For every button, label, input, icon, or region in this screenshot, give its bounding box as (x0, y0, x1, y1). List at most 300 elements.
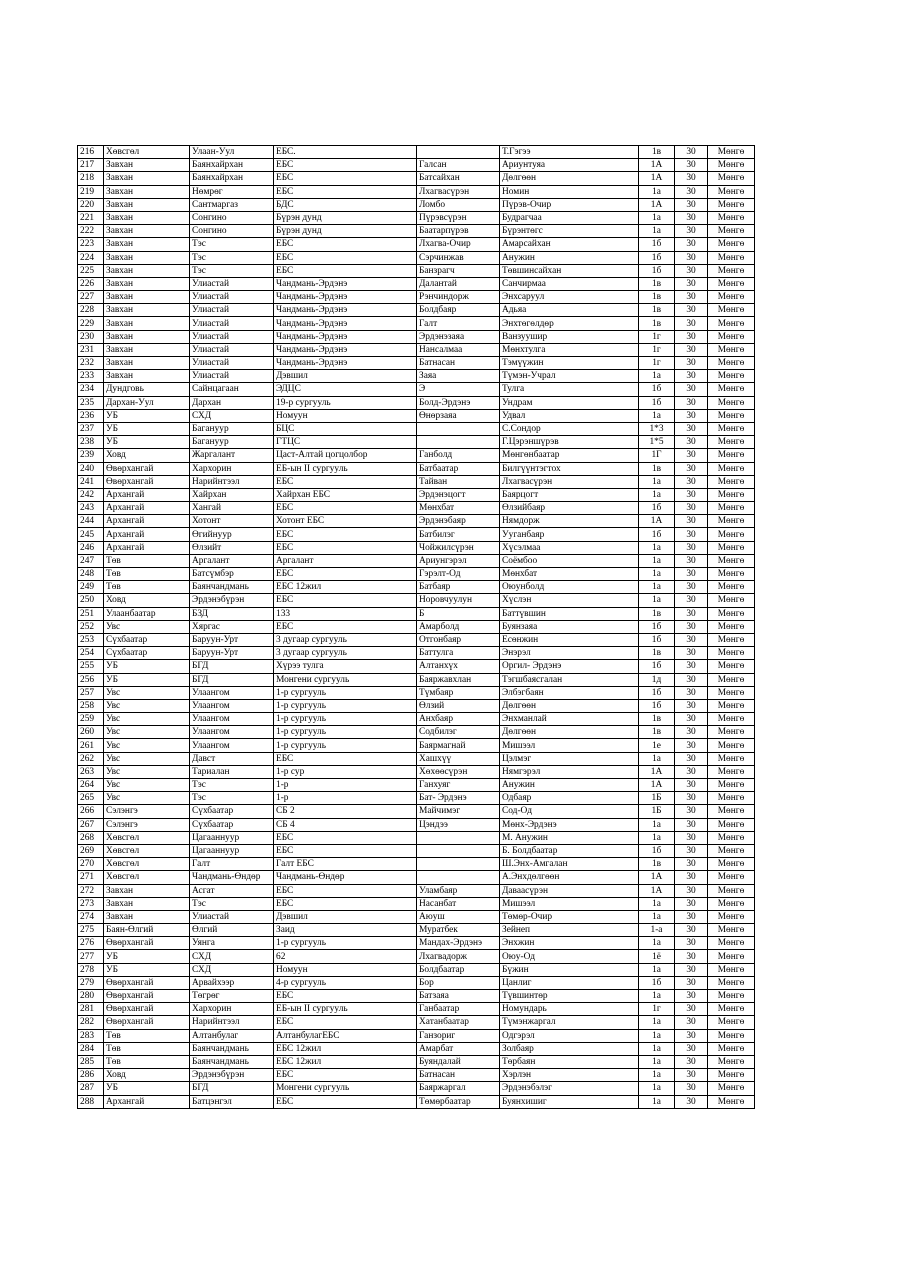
table-row (78, 1042, 755, 1055)
table-row (78, 686, 755, 699)
medal-cell: Мөнгө (708, 436, 755, 449)
table-row (78, 343, 755, 356)
parent-name-cell: Хашхүү (417, 752, 500, 765)
student-name-cell: Зейнеп (500, 924, 639, 937)
parent-name-cell: Тайван (417, 475, 500, 488)
district-cell: Аргалант (190, 554, 274, 567)
table-row (78, 871, 755, 884)
medal-cell: Мөнгө (708, 383, 755, 396)
row-number-cell: 271 (78, 871, 104, 884)
district-cell: Улиастай (190, 291, 274, 304)
row-number-cell: 236 (78, 409, 104, 422)
district-cell: Батсүмбэр (190, 568, 274, 581)
parent-name-cell: Банзрагч (417, 264, 500, 277)
parent-name-cell: Болдбаатар (417, 963, 500, 976)
score-cell: 30 (675, 950, 708, 963)
student-name-cell: Г.Цэрэншүрэв (500, 436, 639, 449)
school-cell: 133 (274, 607, 417, 620)
row-number-cell: 259 (78, 713, 104, 726)
student-name-cell: Түмэнжаргал (500, 1016, 639, 1029)
school-cell: Номуун (274, 409, 417, 422)
score-cell: 30 (675, 858, 708, 871)
province-cell: Архангай (104, 488, 190, 501)
province-cell: Ховд (104, 1069, 190, 1082)
class-cell: 1а (639, 475, 675, 488)
table-row (78, 1055, 755, 1068)
medal-cell: Мөнгө (708, 370, 755, 383)
parent-name-cell: Сэрчинжав (417, 251, 500, 264)
province-cell: УБ (104, 963, 190, 976)
student-name-cell: Пүрэв-Очир (500, 198, 639, 211)
score-cell: 30 (675, 1082, 708, 1095)
parent-name-cell: Эрдэнэцогт (417, 488, 500, 501)
class-cell: 1а (639, 910, 675, 923)
student-name-cell: Цэлмэг (500, 752, 639, 765)
school-cell: Цаст-Алтай цогцолбор (274, 449, 417, 462)
parent-name-cell: Батнасан (417, 357, 500, 370)
district-cell: Улиастай (190, 343, 274, 356)
province-cell: Төв (104, 568, 190, 581)
score-cell: 30 (675, 172, 708, 185)
class-cell: 1а (639, 1082, 675, 1095)
province-cell: Завхан (104, 330, 190, 343)
school-cell: Чандмань-Эрдэнэ (274, 357, 417, 370)
student-name-cell: Одгэрэл (500, 1029, 639, 1042)
class-cell: 1в (639, 277, 675, 290)
parent-name-cell: Цэндээ (417, 818, 500, 831)
province-cell: Завхан (104, 159, 190, 172)
row-number-cell: 246 (78, 541, 104, 554)
parent-name-cell: Бат- Эрдэнэ (417, 792, 500, 805)
district-cell: Улаангом (190, 726, 274, 739)
class-cell: 1А (639, 884, 675, 897)
student-name-cell: Билгүүнтэгтох (500, 462, 639, 475)
medal-cell: Мөнгө (708, 779, 755, 792)
class-cell: 1в (639, 291, 675, 304)
score-cell: 30 (675, 554, 708, 567)
province-cell: Увс (104, 792, 190, 805)
score-cell: 30 (675, 238, 708, 251)
table-row (78, 660, 755, 673)
medal-cell: Мөнгө (708, 251, 755, 264)
score-cell: 30 (675, 1055, 708, 1068)
row-number-cell: 234 (78, 383, 104, 396)
school-cell: 4-р сургууль (274, 976, 417, 989)
score-cell: 30 (675, 844, 708, 857)
data-table (77, 145, 755, 1109)
class-cell: 1б (639, 383, 675, 396)
score-cell: 30 (675, 488, 708, 501)
province-cell: Увс (104, 726, 190, 739)
table-row (78, 1003, 755, 1016)
score-cell: 30 (675, 409, 708, 422)
school-cell: ЕБС (274, 159, 417, 172)
score-cell: 30 (675, 449, 708, 462)
class-cell: 1б (639, 686, 675, 699)
table-row (78, 383, 755, 396)
parent-name-cell: Аюуш (417, 910, 500, 923)
student-name-cell: Оюу-Од (500, 950, 639, 963)
score-cell: 30 (675, 528, 708, 541)
class-cell: 1в (639, 607, 675, 620)
class-cell: 1б (639, 238, 675, 251)
school-cell: ЕБС (274, 502, 417, 515)
school-cell: ЕБС 12жил (274, 581, 417, 594)
student-name-cell: Буянзаяа (500, 620, 639, 633)
student-name-cell: Дөлгөөн (500, 699, 639, 712)
score-cell: 30 (675, 515, 708, 528)
province-cell: Завхан (104, 251, 190, 264)
parent-name-cell: Буяндалай (417, 1055, 500, 1068)
class-cell: 1б (639, 660, 675, 673)
student-name-cell: Энхсаруул (500, 291, 639, 304)
row-number-cell: 253 (78, 633, 104, 646)
school-cell: ЕБС (274, 528, 417, 541)
score-cell: 30 (675, 594, 708, 607)
medal-cell: Мөнгө (708, 858, 755, 871)
table-row (78, 541, 755, 554)
row-number-cell: 272 (78, 884, 104, 897)
province-cell: Завхан (104, 198, 190, 211)
score-cell: 30 (675, 1069, 708, 1082)
student-name-cell: Буянхишиг (500, 1095, 639, 1108)
province-cell: Ховд (104, 449, 190, 462)
student-name-cell: Удвал (500, 409, 639, 422)
province-cell: Улаанбаатар (104, 607, 190, 620)
medal-cell: Мөнгө (708, 990, 755, 1003)
class-cell: 1А (639, 198, 675, 211)
district-cell: Багануур (190, 436, 274, 449)
district-cell: Хяргас (190, 620, 274, 633)
school-cell: Монгени сургууль (274, 1082, 417, 1095)
district-cell: Улиастай (190, 370, 274, 383)
province-cell: Хөвсгөл (104, 831, 190, 844)
province-cell: УБ (104, 673, 190, 686)
student-name-cell: Бүжин (500, 963, 639, 976)
school-cell: ЕБ-ын II сургууль (274, 1003, 417, 1016)
province-cell: Сүхбаатар (104, 633, 190, 646)
medal-cell: Мөнгө (708, 844, 755, 857)
class-cell: 1б (639, 844, 675, 857)
parent-name-cell: Содбилэг (417, 726, 500, 739)
medal-cell: Мөнгө (708, 910, 755, 923)
parent-name-cell (417, 422, 500, 435)
score-cell: 30 (675, 976, 708, 989)
province-cell: Завхан (104, 370, 190, 383)
medal-cell: Мөнгө (708, 515, 755, 528)
parent-name-cell: Ганхуяг (417, 779, 500, 792)
score-cell: 30 (675, 225, 708, 238)
table-row (78, 844, 755, 857)
class-cell: 1а (639, 541, 675, 554)
district-cell: Уянга (190, 937, 274, 950)
table-row (78, 607, 755, 620)
score-cell: 30 (675, 383, 708, 396)
score-cell: 30 (675, 304, 708, 317)
parent-name-cell: Батбилэг (417, 528, 500, 541)
score-cell: 30 (675, 502, 708, 515)
row-number-cell: 285 (78, 1055, 104, 1068)
row-number-cell: 263 (78, 765, 104, 778)
parent-name-cell: Амарбат (417, 1042, 500, 1055)
score-cell: 30 (675, 673, 708, 686)
parent-name-cell: Өнөрзаяа (417, 409, 500, 422)
row-number-cell: 221 (78, 211, 104, 224)
medal-cell: Мөнгө (708, 225, 755, 238)
table-row (78, 264, 755, 277)
table-row (78, 581, 755, 594)
table-row (78, 554, 755, 567)
province-cell: Сэлэнгэ (104, 818, 190, 831)
parent-name-cell (417, 146, 500, 159)
row-number-cell: 275 (78, 924, 104, 937)
student-name-cell: Энхтөгөлдөр (500, 317, 639, 330)
district-cell: Хотонт (190, 515, 274, 528)
parent-name-cell: Амарболд (417, 620, 500, 633)
score-cell: 30 (675, 607, 708, 620)
score-cell: 30 (675, 963, 708, 976)
school-cell: Чандмань-Эрдэнэ (274, 317, 417, 330)
district-cell: Алтанбулаг (190, 1029, 274, 1042)
province-cell: Увс (104, 686, 190, 699)
class-cell: 1б (639, 976, 675, 989)
row-number-cell: 262 (78, 752, 104, 765)
score-cell: 30 (675, 818, 708, 831)
score-cell: 30 (675, 370, 708, 383)
score-cell: 30 (675, 264, 708, 277)
row-number-cell: 280 (78, 990, 104, 1003)
score-cell: 30 (675, 1016, 708, 1029)
row-number-cell: 267 (78, 818, 104, 831)
school-cell: Бүрэн дунд (274, 211, 417, 224)
province-cell: Увс (104, 699, 190, 712)
row-number-cell: 237 (78, 422, 104, 435)
parent-name-cell: Эрдэнэзаяа (417, 330, 500, 343)
row-number-cell: 266 (78, 805, 104, 818)
class-cell: 1*3 (639, 422, 675, 435)
district-cell: Эрдэнэбүрэн (190, 1069, 274, 1082)
medal-cell: Мөнгө (708, 976, 755, 989)
province-cell: УБ (104, 409, 190, 422)
student-name-cell: Будрагчаа (500, 211, 639, 224)
class-cell: 1б (639, 633, 675, 646)
class-cell: 1Б (639, 805, 675, 818)
table-row (78, 990, 755, 1003)
row-number-cell: 225 (78, 264, 104, 277)
district-cell: БЗД (190, 607, 274, 620)
district-cell: Улаангом (190, 739, 274, 752)
province-cell: Архангай (104, 1095, 190, 1108)
school-cell: СБ 4 (274, 818, 417, 831)
parent-name-cell: Лхагвасүрэн (417, 185, 500, 198)
student-name-cell: Өлзийбаяр (500, 502, 639, 515)
province-cell: Архангай (104, 515, 190, 528)
class-cell: 1в (639, 647, 675, 660)
district-cell: Хархорин (190, 1003, 274, 1016)
district-cell: Арвайхээр (190, 976, 274, 989)
province-cell: Хөвсгөл (104, 146, 190, 159)
school-cell: 1-р сургууль (274, 713, 417, 726)
medal-cell: Мөнгө (708, 871, 755, 884)
province-cell: Завхан (104, 343, 190, 356)
class-cell: 1е (639, 739, 675, 752)
province-cell: Завхан (104, 277, 190, 290)
province-cell: Завхан (104, 304, 190, 317)
student-name-cell: Тулга (500, 383, 639, 396)
district-cell: Улаангом (190, 686, 274, 699)
student-name-cell: Элбэгбаян (500, 686, 639, 699)
parent-name-cell: Мандах-Эрдэнэ (417, 937, 500, 950)
school-cell: 1-р сургууль (274, 686, 417, 699)
table-row (78, 568, 755, 581)
medal-cell: Мөнгө (708, 304, 755, 317)
table-row (78, 633, 755, 646)
province-cell: Увс (104, 765, 190, 778)
student-name-cell: Ууганбаяр (500, 528, 639, 541)
school-cell: ЕБС (274, 541, 417, 554)
medal-cell: Мөнгө (708, 211, 755, 224)
medal-cell: Мөнгө (708, 541, 755, 554)
row-number-cell: 256 (78, 673, 104, 686)
district-cell: Өгийнуур (190, 528, 274, 541)
table-row (78, 277, 755, 290)
table-row (78, 1095, 755, 1108)
school-cell: Чандмань-Эрдэнэ (274, 330, 417, 343)
table-row (78, 409, 755, 422)
row-number-cell: 232 (78, 357, 104, 370)
province-cell: Увс (104, 713, 190, 726)
class-cell: 1а (639, 1029, 675, 1042)
medal-cell: Мөнгө (708, 462, 755, 475)
medal-cell: Мөнгө (708, 172, 755, 185)
score-cell: 30 (675, 792, 708, 805)
parent-name-cell: Баяржаргал (417, 1082, 500, 1095)
district-cell: Баянчандмань (190, 581, 274, 594)
student-name-cell: Мөнхбат (500, 568, 639, 581)
parent-name-cell: Мөнхбат (417, 502, 500, 515)
parent-name-cell: Батнасан (417, 1069, 500, 1082)
table-row (78, 620, 755, 633)
student-name-cell: Одбаяр (500, 792, 639, 805)
school-cell: ЕБС (274, 568, 417, 581)
province-cell: Өвөрхангай (104, 1016, 190, 1029)
parent-name-cell: Баярмагнай (417, 739, 500, 752)
school-cell: Галт ЕБС (274, 858, 417, 871)
parent-name-cell: Ганбаатар (417, 1003, 500, 1016)
table-body (78, 146, 755, 1109)
row-number-cell: 244 (78, 515, 104, 528)
medal-cell: Мөнгө (708, 924, 755, 937)
province-cell: УБ (104, 436, 190, 449)
parent-name-cell: Хатанбаатар (417, 1016, 500, 1029)
class-cell: 1А (639, 515, 675, 528)
province-cell: Завхан (104, 225, 190, 238)
student-name-cell: А.Энхдөлгөөн (500, 871, 639, 884)
score-cell: 30 (675, 871, 708, 884)
school-cell: Хүрээ тулга (274, 660, 417, 673)
row-number-cell: 269 (78, 844, 104, 857)
row-number-cell: 268 (78, 831, 104, 844)
class-cell: 1А (639, 871, 675, 884)
row-number-cell: 240 (78, 462, 104, 475)
row-number-cell: 274 (78, 910, 104, 923)
row-number-cell: 276 (78, 937, 104, 950)
score-cell: 30 (675, 937, 708, 950)
class-cell: 1а (639, 818, 675, 831)
table-row (78, 1069, 755, 1082)
school-cell: 19-р сургууль (274, 396, 417, 409)
parent-name-cell: Чойжилсүрэн (417, 541, 500, 554)
class-cell: 1а (639, 1016, 675, 1029)
student-name-cell: Золбаяр (500, 1042, 639, 1055)
medal-cell: Мөнгө (708, 357, 755, 370)
parent-name-cell: Лхагвадорж (417, 950, 500, 963)
student-name-cell: Адьяа (500, 304, 639, 317)
parent-name-cell: Болд-Эрдэнэ (417, 396, 500, 409)
score-cell: 30 (675, 1029, 708, 1042)
medal-cell: Мөнгө (708, 396, 755, 409)
row-number-cell: 281 (78, 1003, 104, 1016)
school-cell: ЕБС (274, 1016, 417, 1029)
table-row (78, 291, 755, 304)
district-cell: Сүхбаатар (190, 805, 274, 818)
student-name-cell: Тэгшбаясгалан (500, 673, 639, 686)
province-cell: Хөвсгөл (104, 844, 190, 857)
district-cell: Асгат (190, 884, 274, 897)
class-cell: 1а (639, 211, 675, 224)
school-cell: ЕБС (274, 884, 417, 897)
row-number-cell: 216 (78, 146, 104, 159)
district-cell: Улаан-Уул (190, 146, 274, 159)
district-cell: Сүхбаатар (190, 818, 274, 831)
row-number-cell: 283 (78, 1029, 104, 1042)
student-name-cell: Оргил- Эрдэнэ (500, 660, 639, 673)
class-cell: 1А (639, 765, 675, 778)
medal-cell: Мөнгө (708, 422, 755, 435)
province-cell: Увс (104, 779, 190, 792)
school-cell: 1-р сургууль (274, 739, 417, 752)
medal-cell: Мөнгө (708, 686, 755, 699)
table-row (78, 436, 755, 449)
class-cell: 1а (639, 185, 675, 198)
row-number-cell: 228 (78, 304, 104, 317)
table-row (78, 818, 755, 831)
student-name-cell: Дөлгөөн (500, 172, 639, 185)
district-cell: Улаангом (190, 699, 274, 712)
province-cell: УБ (104, 660, 190, 673)
parent-name-cell: Ломбо (417, 198, 500, 211)
province-cell: Завхан (104, 897, 190, 910)
score-cell: 30 (675, 277, 708, 290)
student-name-cell: Б. Болдбаатар (500, 844, 639, 857)
student-name-cell: Баярцогт (500, 488, 639, 501)
province-cell: Хөвсгөл (104, 858, 190, 871)
district-cell: Улиастай (190, 304, 274, 317)
student-name-cell: Номундарь (500, 1003, 639, 1016)
row-number-cell: 287 (78, 1082, 104, 1095)
district-cell: Баруун-Урт (190, 633, 274, 646)
score-cell: 30 (675, 211, 708, 224)
medal-cell: Мөнгө (708, 673, 755, 686)
score-cell: 30 (675, 317, 708, 330)
district-cell: Сайнцагаан (190, 383, 274, 396)
school-cell: Чандмань-Эрдэнэ (274, 304, 417, 317)
district-cell: Тэс (190, 238, 274, 251)
class-cell: 1б (639, 264, 675, 277)
province-cell: Баян-Өлгий (104, 924, 190, 937)
parent-name-cell: Түмбаяр (417, 686, 500, 699)
district-cell: Сантмаргаз (190, 198, 274, 211)
